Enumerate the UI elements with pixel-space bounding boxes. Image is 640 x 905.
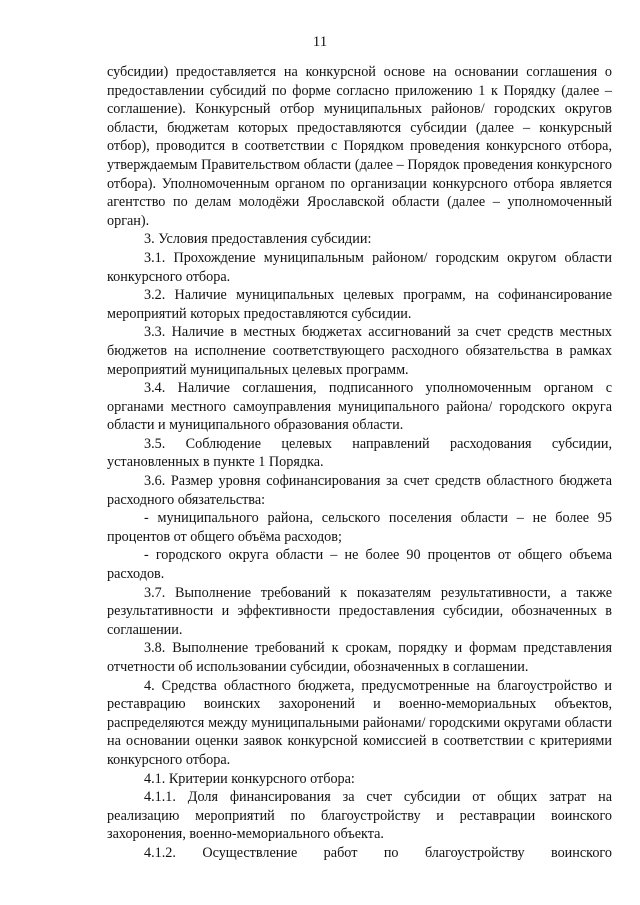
paragraph-4-1-1: 4.1.1. Доля финансирования за счет субсидии от общих затрат на реализацию мероприятий по благоустройству и реставрации воинского захоронения, военно-мемориального объекта. xyxy=(107,789,612,843)
paragraph-3-8: 3.8. Выполнение требований к срокам, порядку и формам представления отчетности об использовании субсидии, обозначенных в соглашении. xyxy=(107,640,612,675)
paragraph-3-6: 3.6. Размер уровня софинансирования за счет средств областного бюджета расходного обязательства: xyxy=(107,473,612,508)
paragraph-3-2: 3.2. Наличие муниципальных целевых программ, на софинансирование мероприятий которых предоставляются субсидии. xyxy=(107,287,612,322)
paragraph-3-4: 3.4. Наличие соглашения, подписанного уполномоченным органом с органами местного самоуправления муниципального района/ городского округа области и муниципального образования области. xyxy=(107,380,612,434)
paragraph-3-5: 3.5. Соблюдение целевых направлений расходования субсидии, установленных в пункте 1 Порядка. xyxy=(107,435,612,471)
paragraph-3-6-district: - муниципального района, сельского поселения области – не более 95 процентов от общего объёма расходов; xyxy=(107,510,612,545)
paragraph-3-1: 3.1. Прохождение муниципальным районом/ городским округом области конкурсного отбора. xyxy=(107,249,612,285)
paragraph-4-1-2: 4.1.2. Осуществление работ по благоустройству воинского xyxy=(144,844,612,861)
document-body xyxy=(107,63,612,863)
paragraph-4-1: 4.1. Критерии конкурсного отбора: xyxy=(144,770,355,787)
paragraph-3-6-city: - городского округа области – не более 90 процентов от общего объема расходов. xyxy=(107,547,612,583)
paragraph-intro: субсидии) предоставляется на конкурсной основе на основании соглашения о предоставлении субсидий по форме согласно приложению 1 к Порядку (далее – соглашение). Конкурсный отбор муниципальных районов/ городских округов области, бюджетам которых предоставляются субсидии (далее – конкурсный отбор), проводится в соответствии с Порядком проведения конкурсного отбора, утверждаемым Правительством области (далее – Порядок проведения конкурсного отбора). Уполномоченным органом по организации конкурсного отбора является агентство по делам молодёжи Ярославской области (далее – уполномоченный орган). xyxy=(107,64,612,229)
paragraph-3-3: 3.3. Наличие в местных бюджетах ассигнований за счет средств местных бюджетов на исполнение соответствующего расходного обязательства в рамках мероприятий муниципальных целевых программ. xyxy=(107,324,612,378)
paragraph-section-4: 4. Средства областного бюджета, предусмотренные на благоустройство и реставрацию воинских захоронений и военно-мемориальных объектов, распределяются между муниципальными районами/ городскими округами области на основании оценки заявок конкурсной комиссией в соответствии с критериями конкурсного отбора. xyxy=(107,677,612,768)
paragraph-section-3: 3. Условия предоставления субсидии: xyxy=(144,231,372,248)
page-number: 11 xyxy=(312,34,328,50)
paragraph-3-7: 3.7. Выполнение требований к показателям результативности, а также результативности и эффективности предоставления субсидии, обозначенных в соглашении. xyxy=(107,584,612,638)
